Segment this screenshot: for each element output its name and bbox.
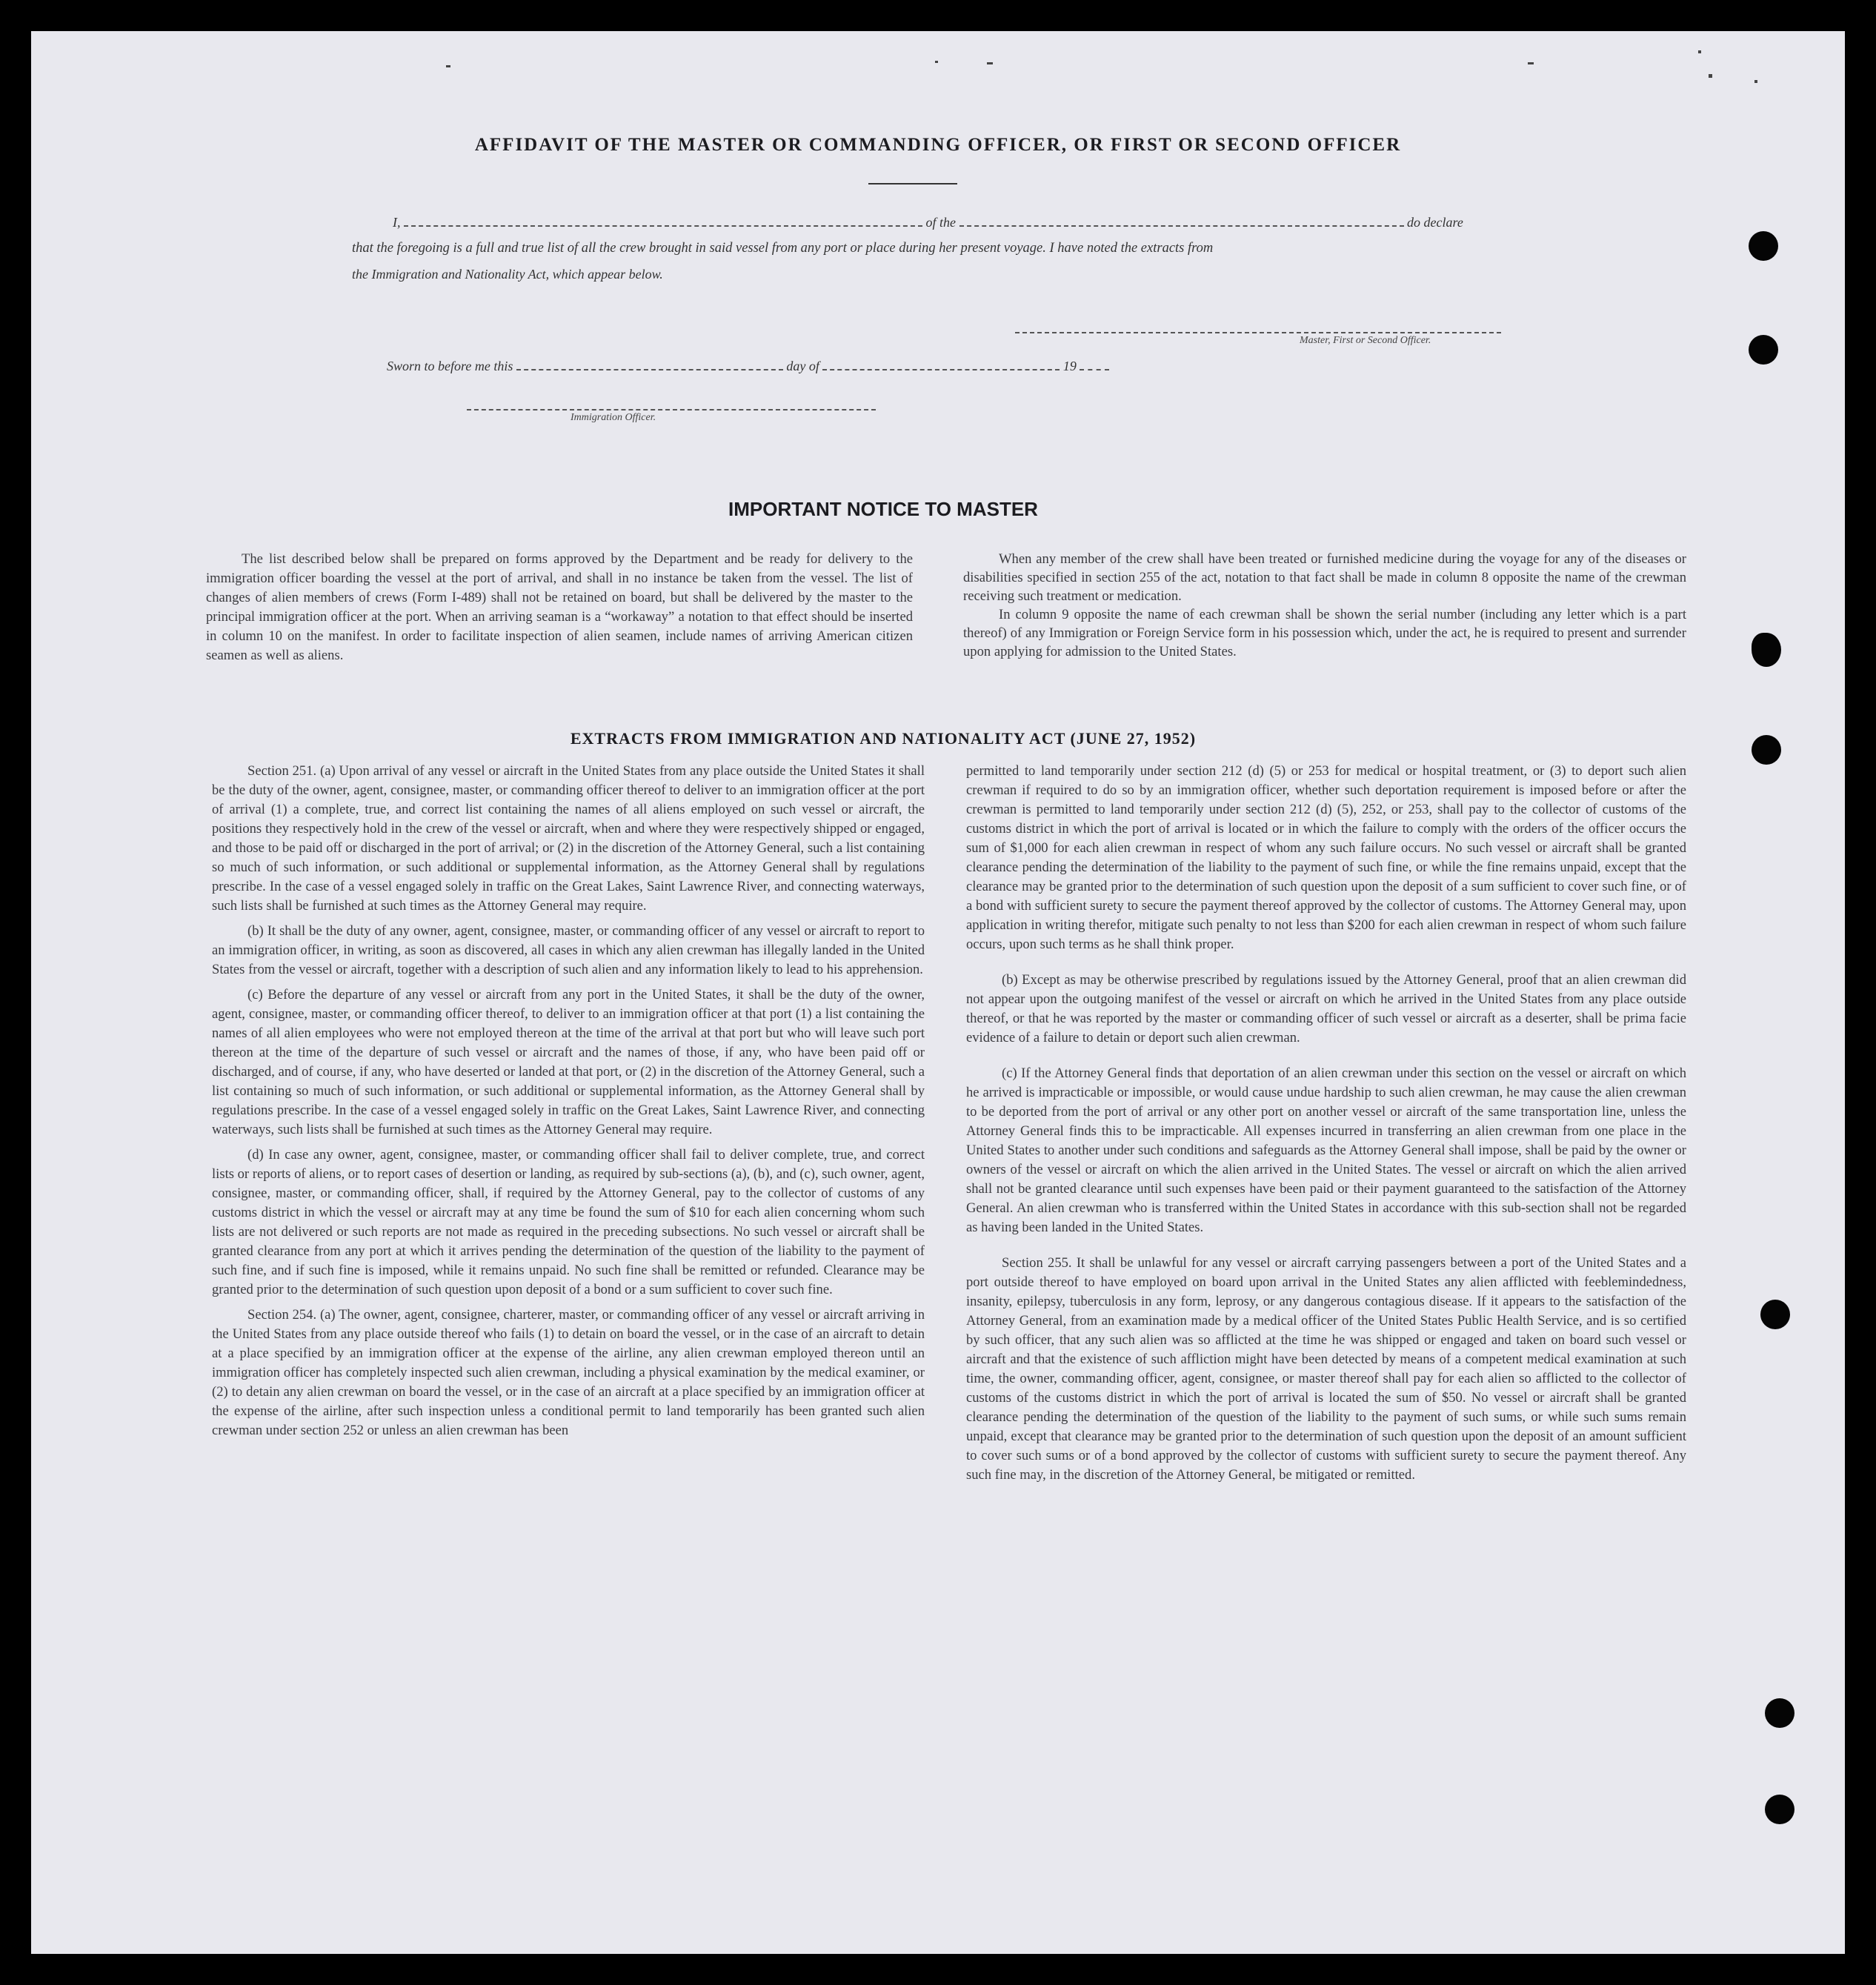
scan-speck — [1528, 62, 1534, 64]
punch-hole-3 — [1752, 633, 1781, 667]
sworn-month-field[interactable] — [822, 368, 1060, 370]
scan-speck — [987, 62, 993, 64]
sworn-year-field[interactable] — [1080, 368, 1109, 370]
year-label: 19 — [1062, 359, 1077, 373]
master-signature-field[interactable] — [1015, 332, 1501, 333]
scan-speck — [1709, 74, 1712, 78]
declarant-name-field[interactable] — [404, 225, 922, 227]
extracts-title: EXTRACTS FROM IMMIGRATION AND NATIONALITY ACT (JUNE 27, 1952) — [570, 729, 1197, 748]
affidavit-line-3: the Immigration and Nationality Act, which appear below. — [352, 267, 663, 282]
master-signature-label: Master, First or Second Officer. — [1300, 335, 1431, 346]
declarant-row — [393, 215, 1463, 230]
title-divider — [868, 183, 957, 184]
notice-title: IMPORTANT NOTICE TO MASTER — [728, 498, 1038, 520]
sworn-label: Sworn to before me this — [387, 359, 513, 373]
scan-speck — [1754, 80, 1757, 83]
section-251-c: (c) Before the departure of any vessel or aircraft from any port in the United States, it shall be the duty of the owner, agent, consignee, master, or commanding officer thereof, to deliver to an immigration officer at that port (1) a list containing the names of all alien employees who were not employed thereon at the time of the arrival at that port but who will leave such port thereon at the time of the departure of such vessel or aircraft and the names of those, if any, who have been paid off or discharged, and of course, if any, who have deserted or landed at that port, or (2) in the discretion of the Attorney General, such a list containing so much of such information, or such additional or supplemental information, as the Attorney General shall by regulations prescribe. In the case of a vessel engaged solely in traffic on the Great Lakes, Saint Lawrence River, and connecting waterways, such lists shall be furnished at such times as the Attorney General may require. — [212, 987, 925, 1137]
vessel-name-field[interactable] — [959, 225, 1404, 227]
affidavit-title: AFFIDAVIT OF THE MASTER OR COMMANDING OFFICER, OR FIRST OR SECOND OFFICER — [474, 135, 1402, 155]
section-251-a: Section 251. (a) Upon arrival of any vessel or aircraft in the United States from any place outside the United States it shall be the duty of the owner, agent, consignee, master, or commanding officer thereof to deliver to an immigration officer at the port of arrival (1) a complete, true, and correct list containing the names of all aliens employed on such vessel or aircraft, the positions they respectively hold in the crew of the vessel or aircraft, when and where they were respectively shipped or engaged, and those to be paid off or discharged in the port of arrival; or (2) in the discretion of the Attorney General, such a list containing so much of such information, or such additional or supplemental information, as the Attorney General shall by regulations prescribe. In the case of a vessel engaged solely in traffic on the Great Lakes, Saint Lawrence River, and connecting waterways, such lists shall be furnished at such times as the Attorney General may require. — [212, 763, 925, 914]
punch-hole-7 — [1765, 1795, 1794, 1824]
punch-hole-1 — [1749, 231, 1778, 261]
immigration-officer-signature-field[interactable] — [467, 409, 876, 410]
punch-hole-4 — [1752, 735, 1781, 765]
section-254-a-cont: permitted to land temporarily under section 212 (d) (5) or 253 for medical or hospital treatment, or (3) to deport such alien crewman if required to do so by an immigration officer, whether such deportation requirement is imposed before or after the crewman is permitted to land temporarily under section 212 (d) (5), 252, or 253, shall pay to the collector of customs of the customs district in which the port of arrival is located or in which the failure to comply with the orders of the officer occurs the sum of $1,000 for each alien crewman in respect of whom any such failure occurs. No such vessel or aircraft shall be granted clearance pending the determination of the liability to the payment of such fine, or while the fine remains unpaid, except that the clearance may be granted prior to the determination of such question upon the deposit of a sum sufficient to cover such fine, or of a bond with sufficient surety to secure the payment thereof approved by the collector of customs. The Attorney General may, upon application in writing therefor, mitigate such penalty to not less than $200 for each alien crewman in respect of whom such failure occurs, upon such terms as he shall think proper. — [966, 763, 1686, 952]
section-254-a: Section 254. (a) The owner, agent, consignee, charterer, master, or commanding officer of any vessel or aircraft arriving in the United States from any place outside thereof who fails (1) to detain on board the vessel, or in the case of an aircraft to detain at a place specified by an immigration officer at the expense of the airline, any alien crewman employed thereon until an immigration officer has completely inspected such alien crewman, including a physical examination by the medical examiner, or (2) to detain any alien crewman on board the vessel, or in the case of an aircraft at a place specified by an immigration officer at the expense of the airline, after such inspection unless a conditional permit to land temporarily has been granted such alien crewman under section 252 or unless an alien crewman has been — [212, 1307, 925, 1438]
i-label: I, — [393, 215, 401, 230]
section-255: Section 255. It shall be unlawful for any vessel or aircraft carrying passengers between a port of the United States and a port outside thereof to have employed on board upon arrival in the United States any alien afflicted with feeblemindedness, insanity, epilepsy, tuberculosis in any form, leprosy, or any dangerous contagious disease. If it appears to the satisfaction of the Attorney General, from an examination made by a medical officer of the United States Public Health Service, and is so certified by such officer, that any such alien was so afflicted at the time he was shipped or engaged and taken on board such vessel or aircraft and that the existence of such affliction might have been detected by means of a competent medical examination at such time, the owner, commanding officer, agent, consignee, or master thereof shall pay for each alien so afflicted to the collector of customs of the customs district in which the port of arrival is located the sum of $50. No vessel or aircraft shall be granted clearance pending the determination of the question of the liability to the payment of such sums, or while such sums remain unpaid, except that clearance may be granted prior to the determination of such question upon the deposit of an amount sufficient to cover such sums or of a bond approved by the collector of customs with sufficient surety to secure the payment thereof. Any such fine may, in the discretion of the Attorney General, be mitigated or remitted. — [966, 1255, 1686, 1483]
immigration-officer-label: Immigration Officer. — [571, 412, 656, 423]
extracts-left-column — [212, 762, 925, 1446]
document-page — [31, 31, 1845, 1954]
notice-left-column — [206, 550, 913, 671]
extracts-right-column — [966, 762, 1686, 1491]
punch-hole-5 — [1760, 1300, 1790, 1329]
notice-right-paragraph-1: When any member of the crew shall have been treated or furnished medicine during the voyage for any of the diseases or disabilities specified in section 255 of the act, notation to that fact shall be made in column 8 opposite the name of the crewman receiving such treatment or medication. — [963, 551, 1686, 604]
affidavit-line-2: that the foregoing is a full and true list of all the crew brought in said vessel from any port or place during her present voyage. I have noted the extracts from — [352, 241, 1214, 256]
scan-speck — [935, 61, 938, 63]
sworn-row — [387, 359, 1109, 374]
section-254-b: (b) Except as may be otherwise prescribed by regulations issued by the Attorney General, proof that an alien crewman did not appear upon the outgoing manifest of the vessel or aircraft on which he arrived in the United States from any place outside thereof, or that he was reported by the master or commanding officer of such vessel or aircraft as a deserter, shall be prima facie evidence of a failure to detain or deport such alien crewman. — [966, 972, 1686, 1045]
of-the-label: of the — [925, 215, 956, 230]
notice-left-paragraph: The list described below shall be prepared on forms approved by the Department and be ready for delivery to the immigration officer boarding the vessel at the port of arrival, and shall in no instance be taken from the vessel. The list of changes of alien members of crews (Form I-489) shall not be retained on board, but shall be delivered by the master to the principal immigration officer at the port. When an arriving seaman is a “workaway” a notation to that effect should be inserted in column 10 on the manifest. In order to facilitate inspection of alien seamen, include names of arriving American citizen seamen as well as aliens. — [206, 551, 913, 663]
section-251-d: (d) In case any owner, agent, consignee, master, or commanding officer shall fail to deliver complete, true, and correct lists or reports of aliens, or to report cases of desertion or landing, as required by sub-sections (a), (b), and (c), such owner, agent, consignee, master, or commanding officer, shall, if required by the Attorney General, pay to the collector of customs of any customs district in which the vessel or aircraft may at any time be found the sum of $10 for each alien concerning whom such lists are not delivered or such reports are not made as required in the preceding subsections. No such vessel or aircraft shall be granted clearance from any port at which it arrives pending the determination of the question of the liability to the payment of such fine, and if such fine is imposed, while it remains unpaid. No such fine shall be remitted or refunded. Clearance may be granted prior to the determination of such question upon deposit of a bond or a sum sufficient to cover such fine. — [212, 1147, 925, 1297]
notice-right-column — [963, 550, 1686, 667]
punch-hole-2 — [1749, 335, 1778, 365]
notice-right-paragraph-2: In column 9 opposite the name of each crewman shall be shown the serial number (including any letter which is a part thereof) of any Immigration or Foreign Service form in his possession which, under the act, he is required to present and surrender upon applying for admission to the United States. — [963, 607, 1686, 659]
sworn-day-field[interactable] — [516, 368, 783, 370]
declare-label: do declare — [1407, 215, 1463, 230]
section-251-b: (b) It shall be the duty of any owner, agent, consignee, master, or commanding officer of any vessel or aircraft to report to an immigration officer, in writing, as soon as discovered, all cases in which any alien crewman has illegally landed in the United States from the vessel or aircraft, together with a description of such alien and any information likely to lead to his apprehension. — [212, 923, 925, 977]
day-of-label: day of — [786, 359, 819, 373]
punch-hole-6 — [1765, 1698, 1794, 1728]
scan-speck — [446, 65, 450, 67]
scan-speck — [1698, 50, 1701, 53]
section-254-c: (c) If the Attorney General finds that deportation of an alien crewman under this section on the vessel or aircraft on which he arrived is impracticable or impossible, or would cause undue hardship to such alien crewman, he may cause the alien crewman to be deported from the port of arrival or any other port on another vessel or aircraft of the same transportation line, unless the Attorney General finds this to be impracticable. All expenses incurred in transferring an alien crewman from one place in the United States to another under such conditions and safeguards as the Attorney General shall impose, shall be paid by the owner or owners of the vessel or aircraft on which the alien arrived in the United States. The vessel or aircraft on which the alien arrived shall not be granted clearance until such expenses have been paid or their payment guaranteed to the satisfaction of the Attorney General. An alien crewman who is transferred within the United States in accordance with this sub-section shall not be regarded as having been landed in the United States. — [966, 1065, 1686, 1235]
